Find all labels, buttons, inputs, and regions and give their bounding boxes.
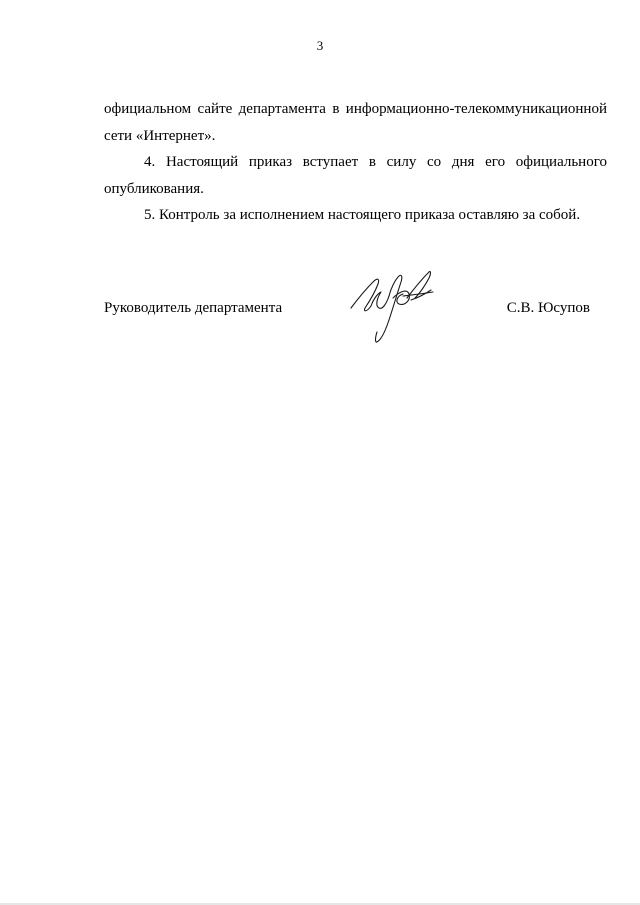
signatory-name: С.В. Юсупов [506,300,590,316]
paragraph-line: официальном сайте департамента в информационно-телекоммуникационной [104,101,607,117]
signature-block [104,296,590,356]
paragraph-line: 4. Настоящий приказ вступает в силу со дня его официального [144,154,607,170]
paragraph-line: сети «Интернет». [104,127,216,144]
handwritten-signature-icon [347,268,447,348]
page-number: 3 [316,38,324,53]
paragraph-line: опубликования. [104,180,204,197]
signatory-title: Руководитель департамента [104,300,283,316]
paragraph-line: 5. Контроль за исполнением настоящего приказа оставляю за собой. [144,207,581,223]
document-body [104,96,607,229]
